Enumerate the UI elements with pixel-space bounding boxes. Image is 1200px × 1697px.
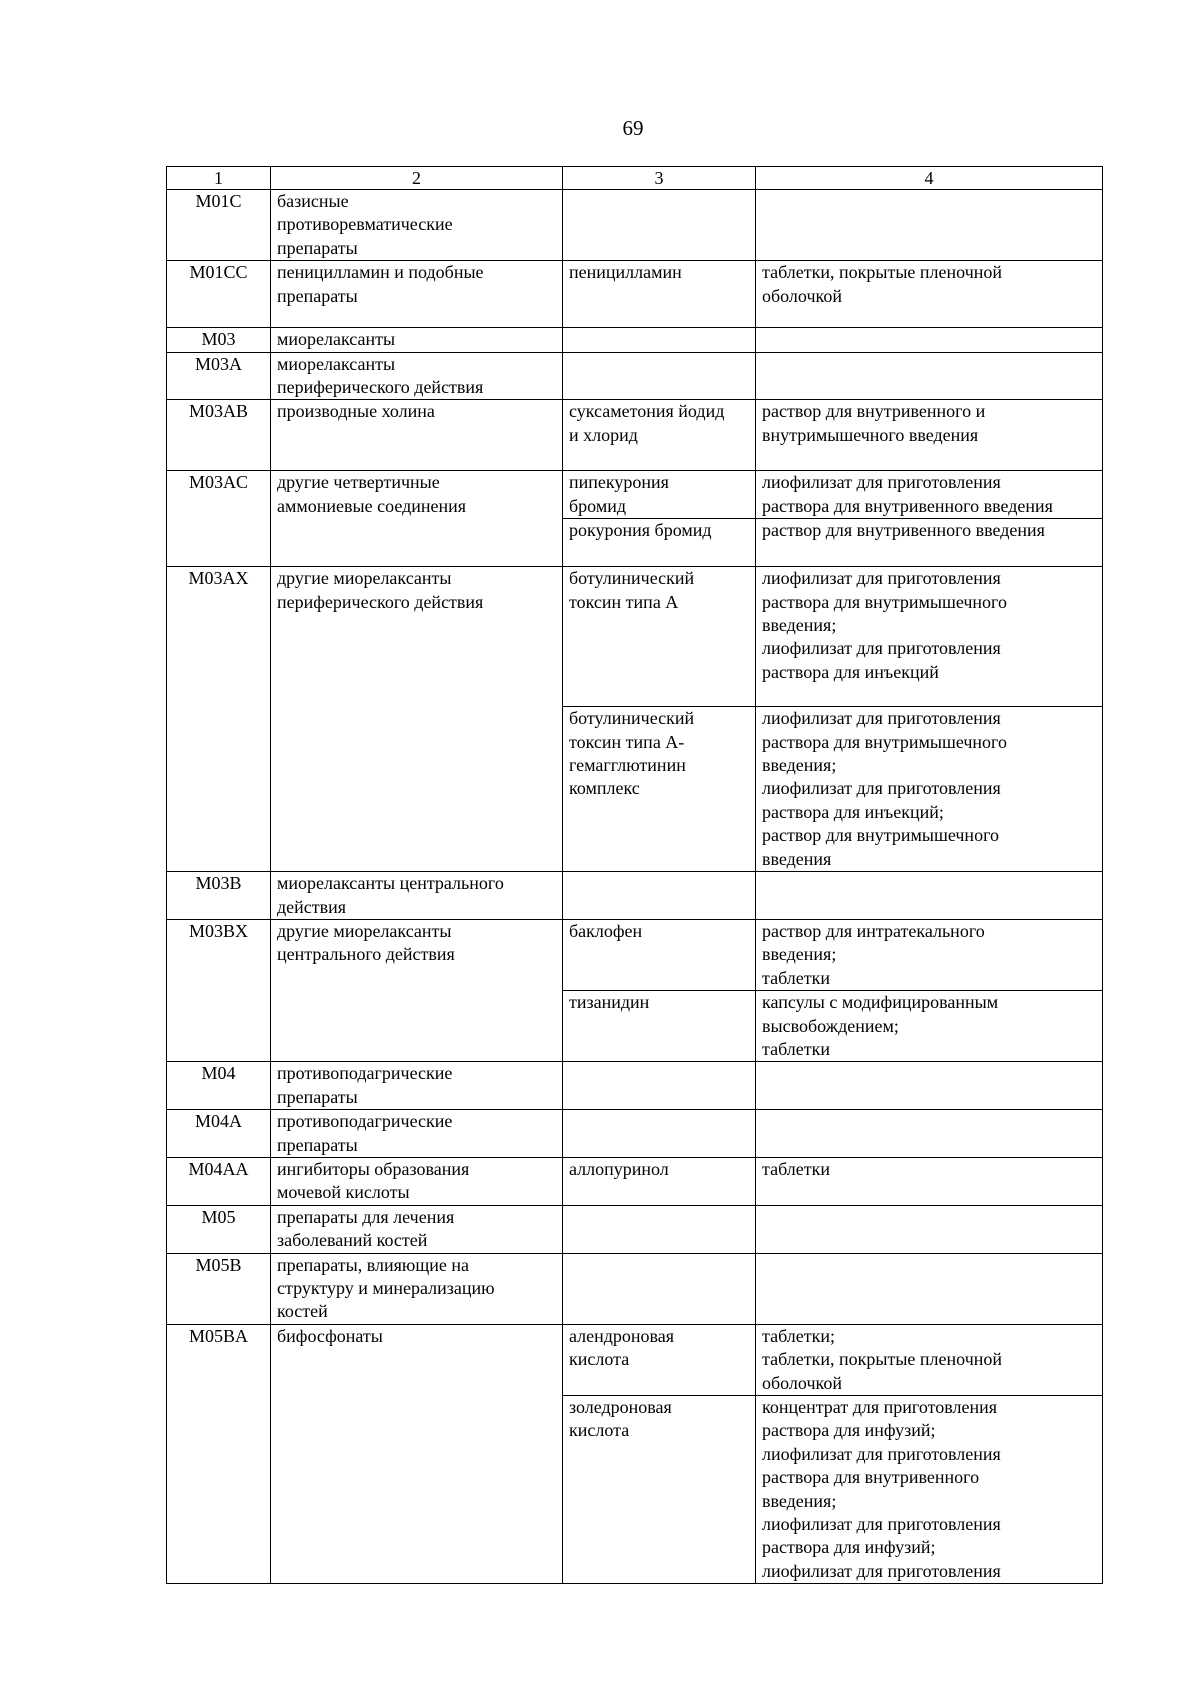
- dosage-form-cell: лиофилизат для приготовления раствора для внутримышечного введения; лиофилизат для приготовления раствора для инъекций; раствор для внутримышечного введения: [756, 707, 1103, 872]
- table-row: [167, 1205, 1103, 1253]
- dosage-form-cell: капсулы с модифицированным высвобождением; таблетки: [756, 991, 1103, 1062]
- atc-code-cell: M01C: [167, 190, 271, 261]
- dosage-form-cell: раствор для внутривенного введения: [756, 519, 1103, 567]
- dosage-form-cell: [756, 1062, 1103, 1110]
- pharmacological-group-cell: препараты, влияющие на структуру и минерализацию костей: [271, 1253, 563, 1324]
- pharmacological-group-cell: бифосфонаты: [271, 1324, 563, 1583]
- pharmacological-group-cell: базисные противоревматические препараты: [271, 190, 563, 261]
- dosage-form-cell: лиофилизат для приготовления раствора для внутримышечного введения; лиофилизат для приготовления раствора для инъекций: [756, 567, 1103, 707]
- table-row: [167, 567, 1103, 707]
- drug-name-cell: [563, 1205, 756, 1253]
- atc-code-cell: M03AC: [167, 471, 271, 567]
- atc-code-cell: M05B: [167, 1253, 271, 1324]
- atc-code-cell: M03A: [167, 352, 271, 400]
- page-number: 69: [622, 116, 644, 140]
- dosage-form-cell: раствор для интратекального введения; таблетки: [756, 919, 1103, 990]
- dosage-form-cell: раствор для внутривенного и внутримышечного введения: [756, 400, 1103, 471]
- dosage-form-cell: [756, 352, 1103, 400]
- dosage-form-cell: [756, 190, 1103, 261]
- drug-name-cell: ботулинический токсин типа А- гемагглютинин комплекс: [563, 707, 756, 872]
- dosage-form-cell: таблетки; таблетки, покрытые пленочной оболочкой: [756, 1324, 1103, 1395]
- dosage-form-cell: [756, 328, 1103, 352]
- table-row: [167, 190, 1103, 261]
- column-number: 2: [271, 167, 563, 190]
- table-row: [167, 400, 1103, 471]
- drug-table: [166, 166, 1103, 1584]
- dosage-form-cell: концентрат для приготовления раствора для инфузий; лиофилизат для приготовления раствора для внутривенного введения; лиофилизат для приготовления раствора для инфузий; лиофилизат для приготовления: [756, 1396, 1103, 1584]
- table-row: [167, 919, 1103, 990]
- atc-code-cell: M03AB: [167, 400, 271, 471]
- column-number: 3: [563, 167, 756, 190]
- dosage-form-cell: [756, 1253, 1103, 1324]
- atc-code-cell: M05BA: [167, 1324, 271, 1583]
- drug-name-cell: [563, 328, 756, 352]
- table-row: [167, 328, 1103, 352]
- drug-name-cell: [563, 1110, 756, 1158]
- dosage-form-cell: лиофилизат для приготовления раствора для внутривенного введения: [756, 471, 1103, 519]
- drug-name-cell: [563, 190, 756, 261]
- table-row: [167, 352, 1103, 400]
- drug-name-cell: пипекурония бромид: [563, 471, 756, 519]
- atc-code-cell: M04AA: [167, 1157, 271, 1205]
- atc-code-cell: M04: [167, 1062, 271, 1110]
- atc-code-cell: M05: [167, 1205, 271, 1253]
- drug-name-cell: аллопуринол: [563, 1157, 756, 1205]
- drug-name-cell: алендроновая кислота: [563, 1324, 756, 1395]
- atc-code-cell: M03BX: [167, 919, 271, 1061]
- pharmacological-group-cell: пеницилламин и подобные препараты: [271, 261, 563, 328]
- drug-name-cell: пеницилламин: [563, 261, 756, 328]
- table-row: [167, 1253, 1103, 1324]
- drug-name-cell: суксаметония йодид и хлорид: [563, 400, 756, 471]
- column-number: 1: [167, 167, 271, 190]
- pharmacological-group-cell: препараты для лечения заболеваний костей: [271, 1205, 563, 1253]
- pharmacological-group-cell: другие миорелаксанты периферического действия: [271, 567, 563, 872]
- atc-code-cell: M01CC: [167, 261, 271, 328]
- drug-name-cell: [563, 1062, 756, 1110]
- pharmacological-group-cell: миорелаксанты центрального действия: [271, 872, 563, 920]
- pharmacological-group-cell: другие четвертичные аммониевые соединения: [271, 471, 563, 567]
- pharmacological-group-cell: другие миорелаксанты центрального действия: [271, 919, 563, 1061]
- table-row: [167, 872, 1103, 920]
- drug-name-cell: баклофен: [563, 919, 756, 990]
- drug-name-cell: [563, 872, 756, 920]
- table-row: [167, 1062, 1103, 1110]
- drug-name-cell: тизанидин: [563, 991, 756, 1062]
- drug-name-cell: рокурония бромид: [563, 519, 756, 567]
- pharmacological-group-cell: производные холина: [271, 400, 563, 471]
- atc-code-cell: M04A: [167, 1110, 271, 1158]
- pharmacological-group-cell: миорелаксанты периферического действия: [271, 352, 563, 400]
- column-number-row: [167, 167, 1103, 190]
- table-row: [167, 1324, 1103, 1395]
- dosage-form-cell: таблетки: [756, 1157, 1103, 1205]
- table-row: [167, 471, 1103, 519]
- column-number: 4: [756, 167, 1103, 190]
- drug-name-cell: золедроновая кислота: [563, 1396, 756, 1584]
- atc-code-cell: M03: [167, 328, 271, 352]
- pharmacological-group-cell: противоподагрические препараты: [271, 1110, 563, 1158]
- pharmacological-group-cell: миорелаксанты: [271, 328, 563, 352]
- pharmacological-group-cell: противоподагрические препараты: [271, 1062, 563, 1110]
- dosage-form-cell: [756, 1110, 1103, 1158]
- table-row: [167, 261, 1103, 328]
- dosage-form-cell: [756, 872, 1103, 920]
- drug-name-cell: ботулинический токсин типа А: [563, 567, 756, 707]
- drug-name-cell: [563, 1253, 756, 1324]
- table-row: [167, 1110, 1103, 1158]
- dosage-form-cell: [756, 1205, 1103, 1253]
- pharmacological-group-cell: ингибиторы образования мочевой кислоты: [271, 1157, 563, 1205]
- dosage-form-cell: таблетки, покрытые пленочной оболочкой: [756, 261, 1103, 328]
- table-row: [167, 1157, 1103, 1205]
- atc-code-cell: M03B: [167, 872, 271, 920]
- drug-name-cell: [563, 352, 756, 400]
- atc-code-cell: M03AX: [167, 567, 271, 872]
